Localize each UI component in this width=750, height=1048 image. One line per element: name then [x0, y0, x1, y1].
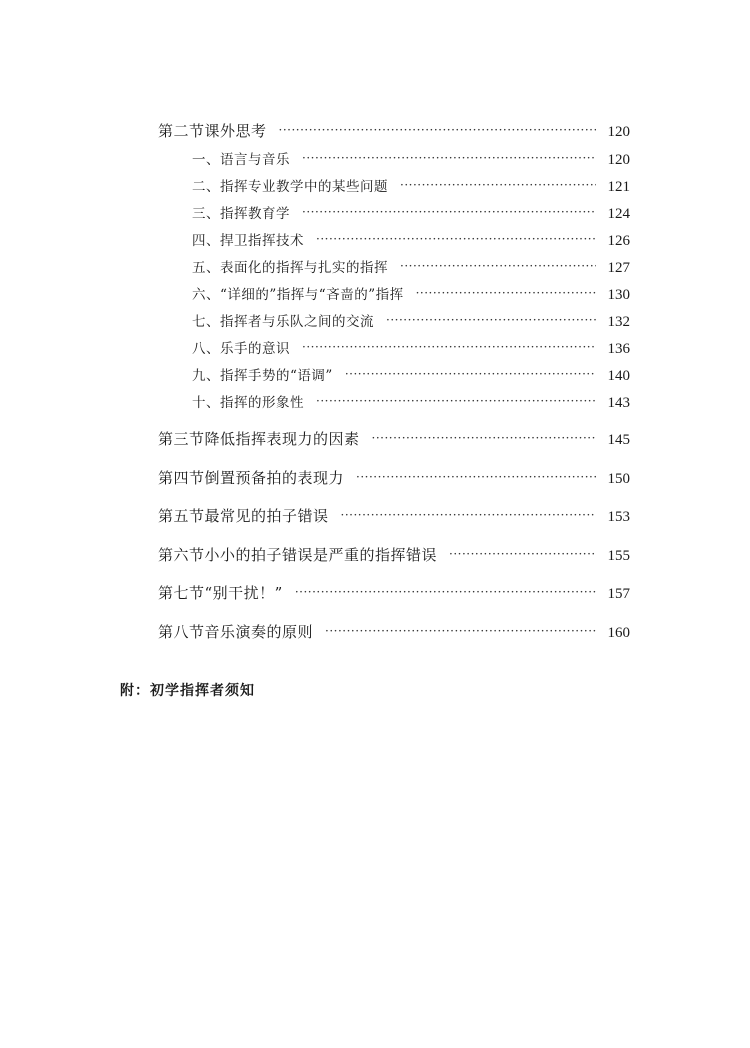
toc-section-8: [158, 621, 630, 642]
item-title: 六、“详细的”指挥与“吝啬的”指挥: [192, 287, 404, 303]
item-title: 四、捍卫指挥技术: [192, 233, 304, 249]
toc-item-5: [192, 256, 630, 277]
section-label: 第二节: [158, 122, 205, 140]
page-number: 121: [607, 179, 630, 195]
item-title: 二、指挥专业教学中的某些问题: [192, 179, 388, 195]
item-title: 九、指挥手势的“语调”: [192, 368, 333, 384]
toc-item-7: [192, 310, 630, 331]
dot-leader: [302, 340, 596, 354]
toc-item-10: [192, 391, 630, 412]
dot-leader: [372, 431, 596, 445]
page-number: 160: [607, 625, 630, 641]
page-number: 127: [607, 260, 630, 276]
page-number: 150: [607, 471, 630, 487]
section-title: 音乐演奏的原则: [204, 623, 314, 641]
item-title: 三、指挥教育学: [192, 206, 290, 222]
toc-section-6: [158, 544, 630, 565]
page-number: 143: [607, 395, 630, 411]
item-title: 八、乐手的意识: [192, 341, 290, 357]
toc-item-8: [192, 337, 630, 358]
dot-leader: [316, 394, 596, 408]
section-title: 倒置预备拍的表现力: [204, 469, 345, 487]
section-label: 第三节: [158, 430, 205, 448]
toc-section-2: [158, 120, 630, 141]
toc-item-1: [192, 148, 630, 169]
toc-item-2: [192, 175, 630, 196]
dot-leader: [449, 547, 596, 561]
toc-section-7: [158, 582, 630, 603]
dot-leader: [341, 508, 596, 522]
section-label: 第六节: [158, 546, 205, 564]
section-title: “别干扰！”: [204, 584, 283, 602]
dot-leader: [302, 151, 596, 165]
page-number: 124: [607, 206, 630, 222]
toc-item-6: [192, 283, 630, 304]
dot-leader: [302, 205, 596, 219]
appendix-heading: 附：初学指挥者须知: [120, 683, 255, 699]
toc-item-3: [192, 202, 630, 223]
toc-section-4: [158, 467, 630, 488]
item-title: 十、指挥的形象性: [192, 395, 304, 411]
page-number: 140: [607, 368, 630, 384]
page-number: 120: [607, 152, 630, 168]
page-number: 132: [607, 314, 630, 330]
dot-leader: [386, 313, 596, 327]
dot-leader: [316, 232, 596, 246]
dot-leader: [400, 259, 596, 273]
toc-item-9: [192, 364, 630, 385]
section-label: 第四节: [158, 469, 205, 487]
page-number: 120: [607, 124, 630, 140]
page-number: 145: [607, 432, 630, 448]
dot-leader: [345, 367, 596, 381]
page-number: 153: [607, 509, 630, 525]
section-title: 课外思考: [204, 122, 267, 140]
dot-leader: [416, 286, 596, 300]
section-title: 降低指挥表现力的因素: [204, 430, 360, 448]
toc-section-3: [158, 428, 630, 449]
dot-leader: [279, 123, 596, 137]
section-title: 最常见的拍子错误: [204, 507, 329, 525]
section-label: 第七节: [158, 584, 205, 602]
section-label: 第五节: [158, 507, 205, 525]
item-title: 五、表面化的指挥与扎实的指挥: [192, 260, 388, 276]
section-label: 第八节: [158, 623, 205, 641]
dot-leader: [325, 624, 596, 638]
toc-section-5: [158, 505, 630, 526]
page-number: 157: [607, 586, 630, 602]
dot-leader: [356, 470, 596, 484]
item-title: 一、语言与音乐: [192, 152, 290, 168]
section-title: 小小的拍子错误是严重的指挥错误: [204, 546, 438, 564]
item-title: 七、指挥者与乐队之间的交流: [192, 314, 374, 330]
dot-leader: [400, 178, 596, 192]
toc-item-4: [192, 229, 630, 250]
page-number: 136: [607, 341, 630, 357]
page-number: 155: [607, 548, 630, 564]
page-number: 130: [607, 287, 630, 303]
page-number: 126: [607, 233, 630, 249]
dot-leader: [295, 585, 596, 599]
